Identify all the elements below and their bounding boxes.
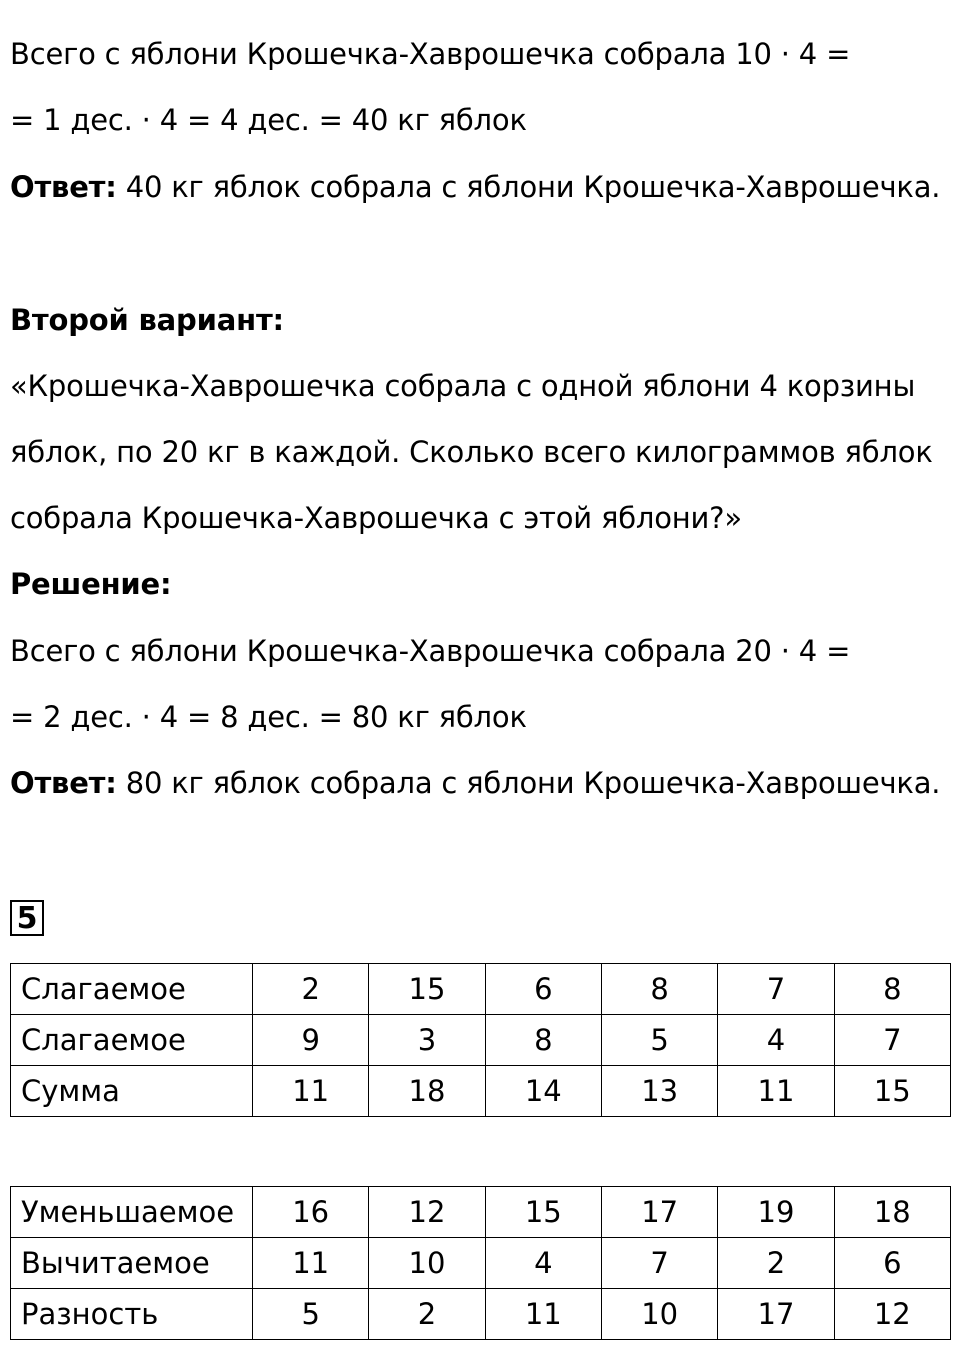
solution-heading: Решение:	[10, 567, 172, 601]
table-cell: 12	[834, 1289, 950, 1340]
text-line-1: Всего с яблони Крошечка-Хаврошечка собрала 10 · 4 =	[10, 37, 851, 71]
text-line-3: Всего с яблони Крошечка-Хаврошечка собрала 20 · 4 =	[10, 634, 851, 668]
table-cell: 8	[485, 1015, 601, 1066]
variant-heading: Второй вариант:	[10, 303, 284, 337]
subtraction-row	[11, 1187, 951, 1238]
problem-line-2: яблок, по 20 кг в каждой. Сколько всего килограммов яблок	[10, 435, 933, 469]
task-number-box: 5	[10, 900, 44, 936]
table-cell: 8	[601, 964, 717, 1015]
table-cell: 11	[253, 1238, 369, 1289]
table-cell: 2	[718, 1238, 834, 1289]
table-cell: 15	[834, 1066, 950, 1117]
table-cell: 10	[369, 1238, 485, 1289]
addition-table	[10, 963, 951, 1117]
table-cell: 18	[834, 1187, 950, 1238]
row-label: Вычитаемое	[11, 1238, 253, 1289]
answer-line-2: Ответ: 80 кг яблок собрала с яблони Крошечка-Хаврошечка.	[10, 766, 941, 800]
addition-row	[11, 1066, 951, 1117]
table-cell: 18	[369, 1066, 485, 1117]
table-cell: 17	[601, 1187, 717, 1238]
table-cell: 8	[834, 964, 950, 1015]
table-cell: 7	[601, 1238, 717, 1289]
table-cell: 9	[253, 1015, 369, 1066]
row-label: Слагаемое	[11, 1015, 253, 1066]
table-cell: 10	[601, 1289, 717, 1340]
table-cell: 7	[834, 1015, 950, 1066]
text-line-2: = 1 дес. · 4 = 4 дес. = 40 кг яблок	[10, 103, 527, 137]
table-cell: 13	[601, 1066, 717, 1117]
table-cell: 12	[369, 1187, 485, 1238]
table-cell: 4	[718, 1015, 834, 1066]
table-cell: 16	[253, 1187, 369, 1238]
table-cell: 2	[253, 964, 369, 1015]
subtraction-table	[10, 1186, 951, 1340]
table-cell: 7	[718, 964, 834, 1015]
addition-row	[11, 964, 951, 1015]
row-label: Разность	[11, 1289, 253, 1340]
subtraction-row	[11, 1238, 951, 1289]
table-cell: 11	[718, 1066, 834, 1117]
problem-line-1: «Крошечка-Хаврошечка собрала с одной яблони 4 корзины	[10, 369, 916, 403]
problem-line-3: собрала Крошечка-Хаврошечка с этой яблони?»	[10, 501, 742, 535]
table-cell: 17	[718, 1289, 834, 1340]
table-cell: 5	[253, 1289, 369, 1340]
table-cell: 6	[834, 1238, 950, 1289]
table-cell: 15	[485, 1187, 601, 1238]
table-cell: 2	[369, 1289, 485, 1340]
table-cell: 5	[601, 1015, 717, 1066]
table-cell: 3	[369, 1015, 485, 1066]
table-cell: 11	[485, 1289, 601, 1340]
table-cell: 6	[485, 964, 601, 1015]
addition-row	[11, 1015, 951, 1066]
table-cell: 15	[369, 964, 485, 1015]
table-cell: 11	[253, 1066, 369, 1117]
table-cell: 4	[485, 1238, 601, 1289]
answer-line-1: Ответ: 40 кг яблок собрала с яблони Крошечка-Хаврошечка.	[10, 170, 941, 204]
table-cell: 19	[718, 1187, 834, 1238]
subtraction-row	[11, 1289, 951, 1340]
table-cell: 14	[485, 1066, 601, 1117]
text-line-4: = 2 дес. · 4 = 8 дес. = 80 кг яблок	[10, 700, 527, 734]
row-label: Слагаемое	[11, 964, 253, 1015]
row-label: Уменьшаемое	[11, 1187, 253, 1238]
row-label: Сумма	[11, 1066, 253, 1117]
